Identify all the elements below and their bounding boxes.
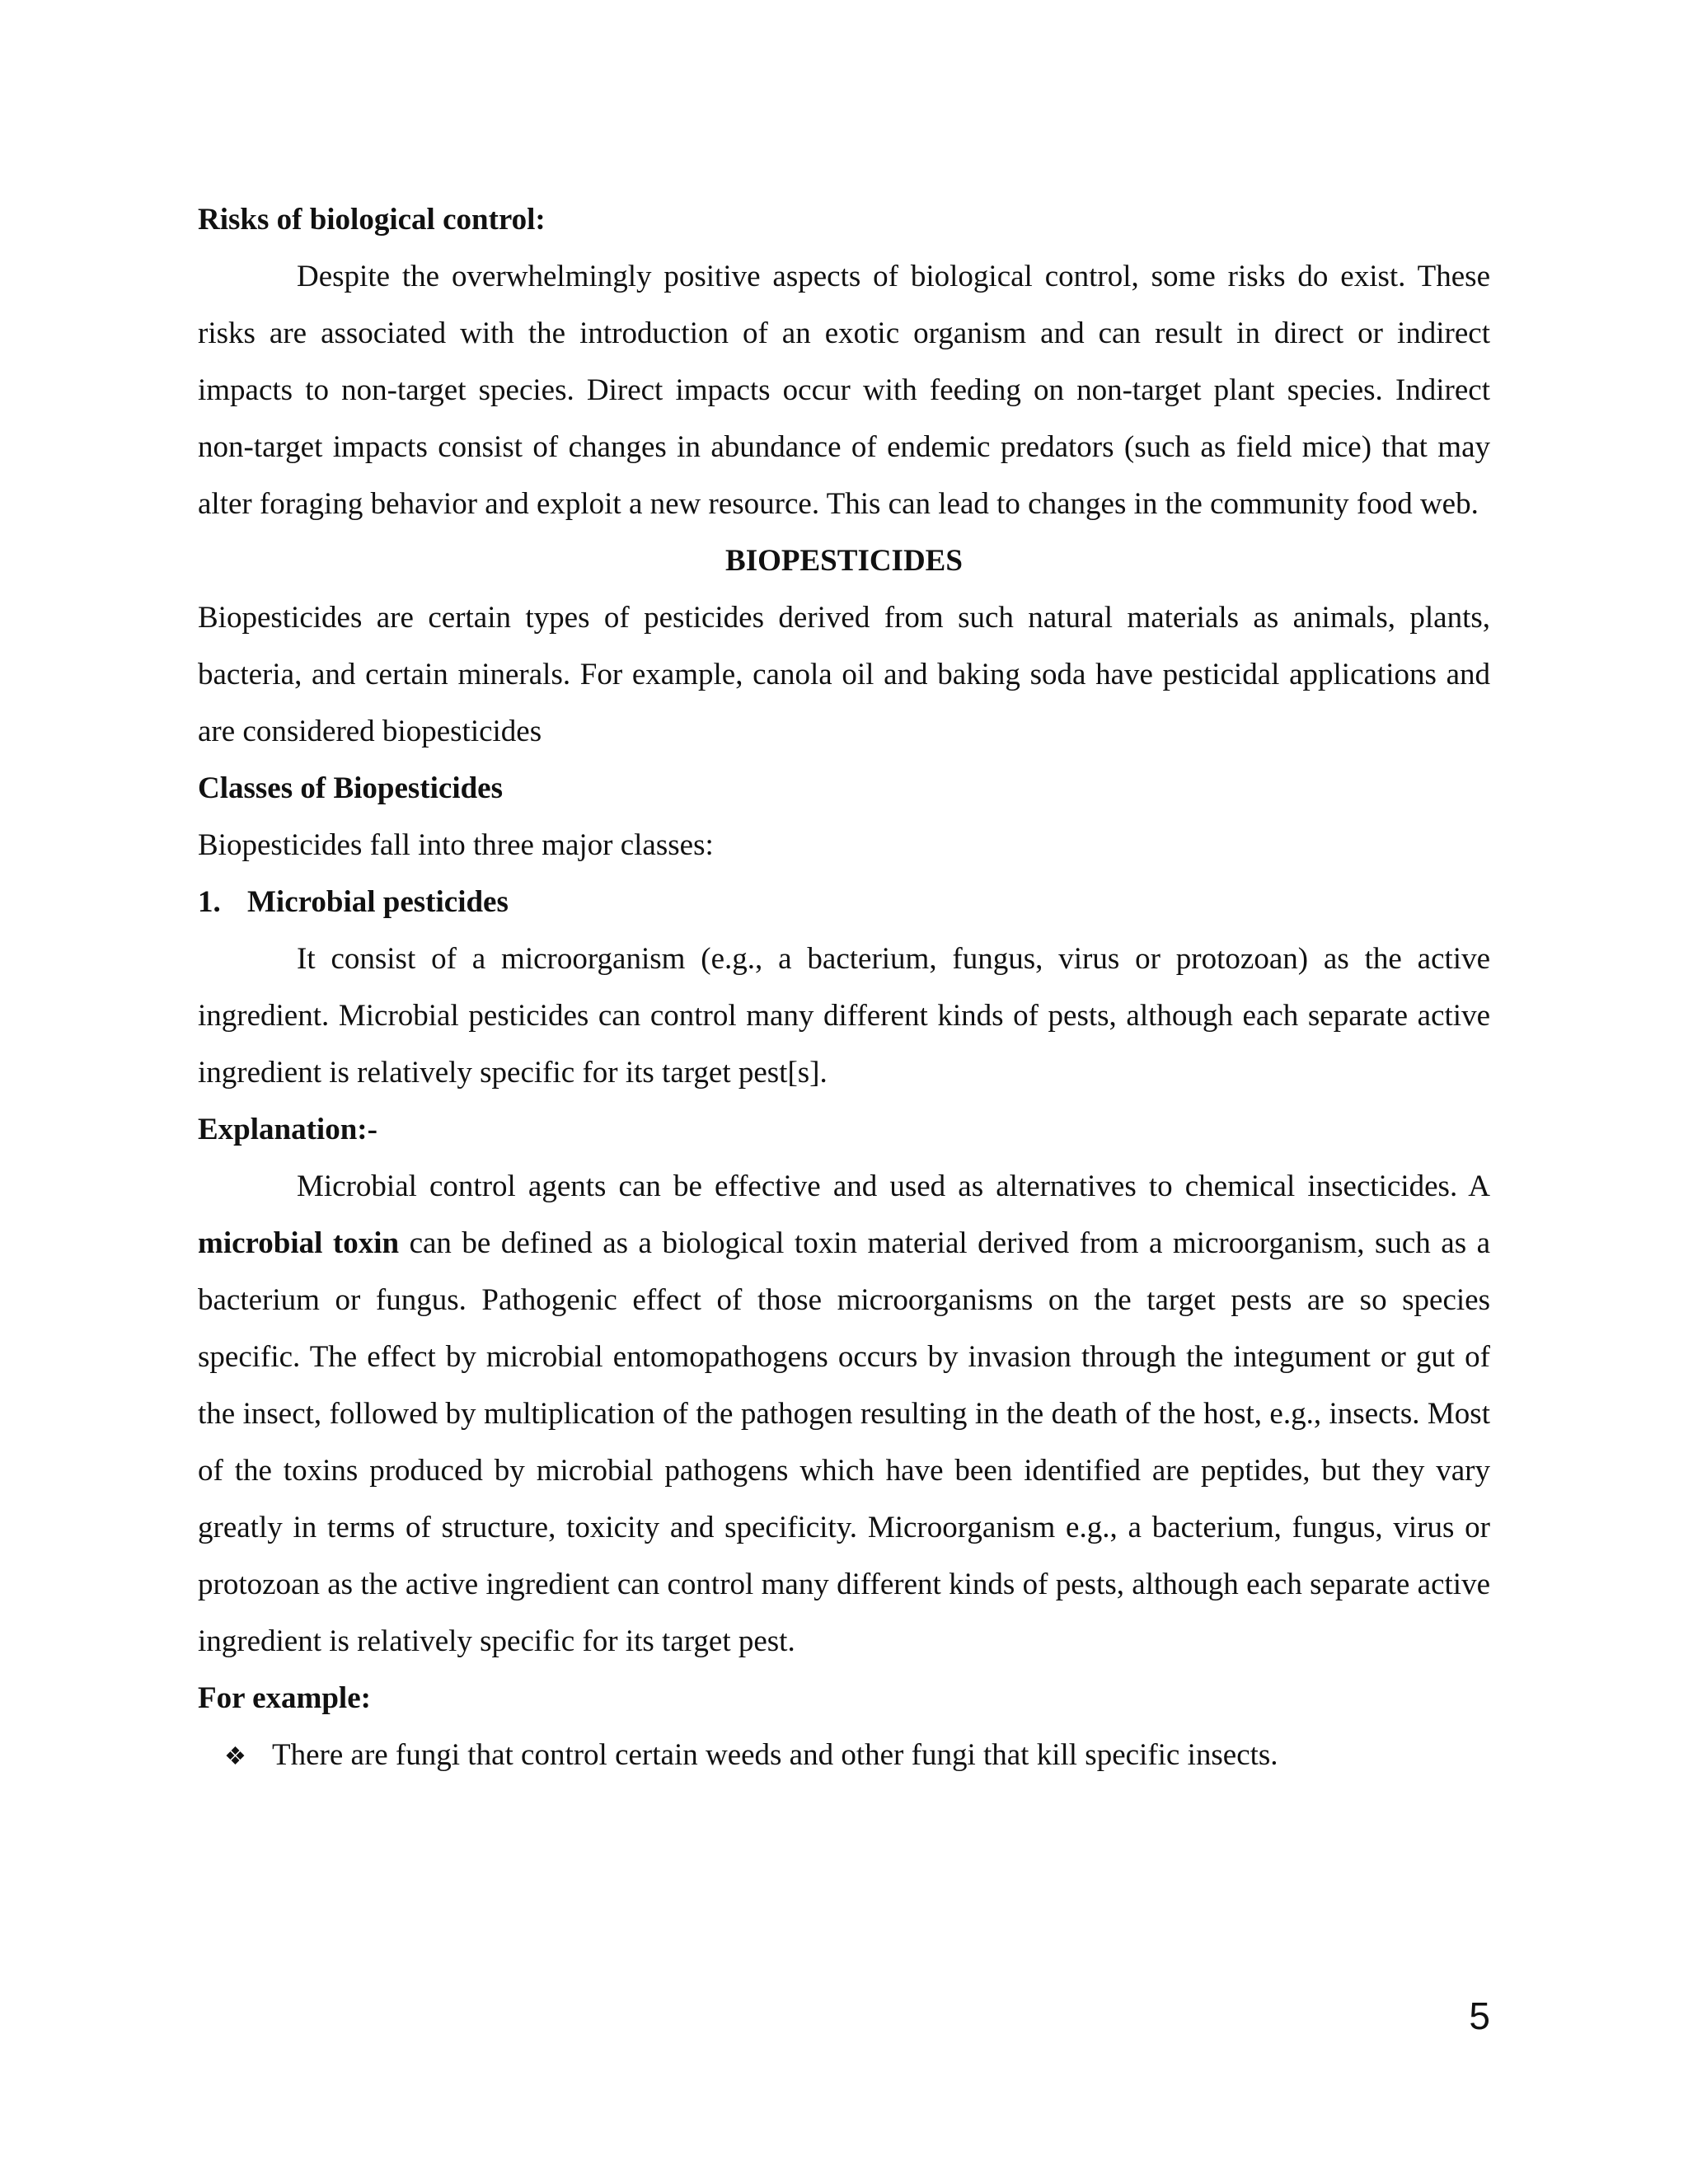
- explanation-text-before: Microbial control agents can be effective and used as alternatives to chemical insecticides. A: [297, 1169, 1490, 1203]
- microbial-toxin-term: microbial toxin: [198, 1226, 400, 1260]
- page-content: [198, 191, 1490, 1785]
- microbial-heading: [198, 874, 1490, 930]
- page-number: 5: [1469, 1994, 1490, 2037]
- explanation-paragraph: [198, 1158, 1490, 1670]
- microbial-number: 1.: [198, 885, 221, 919]
- risks-paragraph: Despite the overwhelmingly positive aspects of biological control, some risks do exist. These risks are associated with the introduction of an exotic organism and can result in direct or indirect impacts to non-target species. Direct impacts occur with feeding on non-target plant species. Indirect non-target impacts consist of changes in abundance of endemic predators (such as field mice) that may alter foraging behavior and exploit a new resource. This can lead to changes in the community food web.: [198, 260, 1490, 521]
- explanation-heading: Explanation:-: [198, 1113, 377, 1146]
- example-bullet-item: [198, 1727, 1490, 1785]
- example-heading: For example:: [198, 1681, 371, 1715]
- biopesticides-title: BIOPESTICIDES: [725, 544, 963, 578]
- classes-intro: Biopesticides fall into three major classes:: [198, 828, 714, 862]
- microbial-paragraph: It consist of a microorganism (e.g., a bacterium, fungus, virus or protozoan) as the active ingredient. Microbial pesticides can control many different kinds of pests, although each separate active ingredient is relatively specific for its target pest[s].: [198, 942, 1490, 1090]
- four-diamond-bullet-icon: ❖: [224, 1743, 246, 1770]
- biopesticides-intro: Biopesticides are certain types of pesticides derived from such natural materials as animals, plants, bacteria, and certain minerals. For example, canola oil and baking soda have pesticidal applications and are considered biopesticides: [198, 601, 1490, 748]
- explanation-text-after: can be defined as a biological toxin material derived from a microorganism, such as a bacterium or fungus. Pathogenic effect of those microorganisms on the target pests are so species specific. The effect by microbial entomopathogens occurs by invasion through the integument or gut of the insect, followed by multiplication of the pathogen resulting in the death of the host, e.g., insects. Most of the toxins produced by microbial pathogens which have been identified are peptides, but they vary greatly in terms of structure, toxicity and specificity. Microorganism e.g., a bacterium, fungus, virus or protozoan as the active ingredient can control many different kinds of pests, although each separate active ingredient is relatively specific for its target pest.: [198, 1226, 1491, 1658]
- classes-heading: Classes of Biopesticides: [198, 771, 503, 805]
- risks-heading: Risks of biological control:: [198, 203, 546, 237]
- example-bullet-text: There are fungi that control certain weeds and other fungi that kill specific insects.: [272, 1738, 1278, 1772]
- microbial-heading-text: Microbial pesticides: [247, 885, 509, 919]
